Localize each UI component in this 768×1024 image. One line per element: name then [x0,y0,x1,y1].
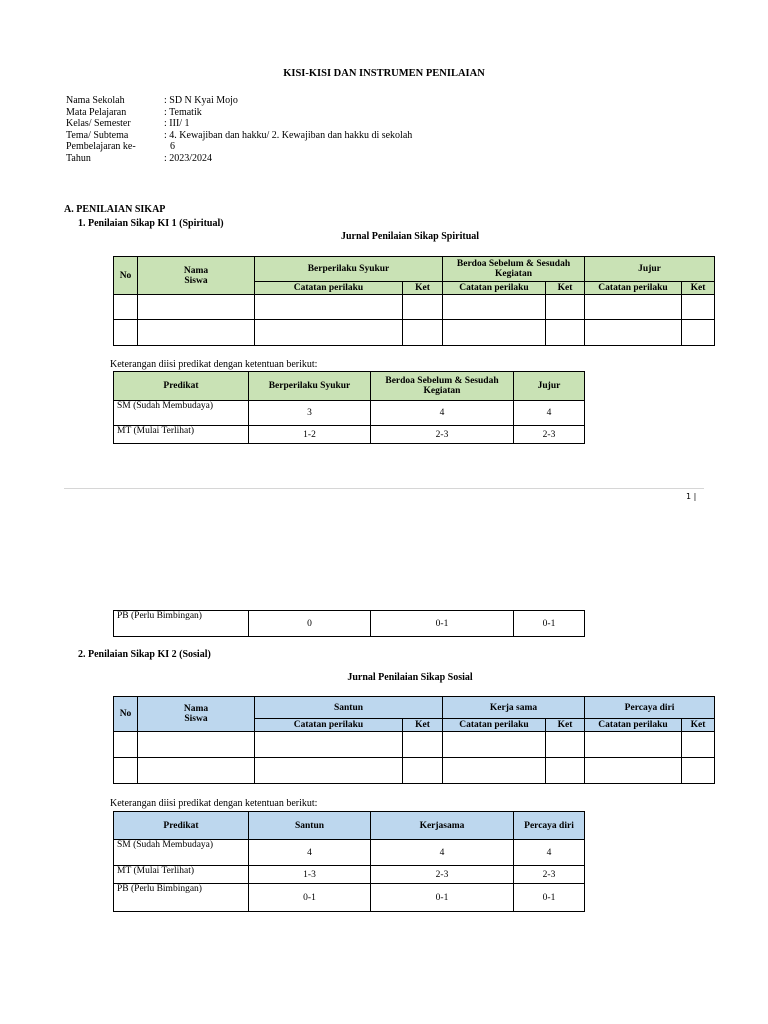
cell-value: 2-3 [514,866,585,884]
header-nama: Nama [183,704,209,714]
predikat-label: PB (Perlu Bimbingan) [114,611,249,637]
cell-value: 1-2 [249,426,371,444]
keterangan-text-2: Keterangan diisi predikat dengan ketentuan berikut: [110,798,318,809]
cell-value: 0-1 [514,611,585,637]
info-row [66,130,412,142]
cell[interactable] [546,758,585,784]
cell-value: 4 [371,401,514,426]
header-siswa: Siswa [184,714,208,724]
journal-spiritual-table [113,256,715,346]
info-label: Nama Sekolah [66,95,125,106]
header-catatan: Catatan perilaku [585,719,682,732]
cell[interactable] [255,320,403,346]
header-group: Berperilaku Syukur [255,257,443,282]
header-catatan: Catatan perilaku [585,282,682,295]
cell[interactable] [138,295,255,320]
info-value: : SD N Kyai Mojo [164,95,238,106]
header-ket: Ket [403,282,443,295]
info-row [66,141,412,153]
info-row [66,95,412,107]
cell[interactable] [546,320,585,346]
info-block [66,95,412,164]
header-group: Percaya diri [585,697,715,719]
table-row [114,758,715,784]
cell-value: 1-3 [249,866,371,884]
info-value: : 4. Kewajiban dan hakku/ 2. Kewajiban dan hakku di sekolah [164,129,413,141]
header-predikat: Predikat [114,812,249,840]
cell[interactable] [443,320,546,346]
cell[interactable] [403,758,443,784]
table-row [114,426,585,444]
header-group: Jujur [585,257,715,282]
table-row [114,295,715,320]
header-predikat: Predikat [114,372,249,401]
info-row [66,107,412,119]
cell-value: 2-3 [371,866,514,884]
info-label: Kelas/ Semester [66,118,131,129]
header-col: Berperilaku Syukur [249,372,371,401]
table-row [114,866,585,884]
cell[interactable] [255,732,403,758]
cell[interactable] [138,758,255,784]
predikat-label: SM (Sudah Membudaya) [114,840,249,866]
header-ket: Ket [682,719,715,732]
table-row [114,732,715,758]
cell[interactable] [114,732,138,758]
cell[interactable] [114,758,138,784]
subsection-1-heading: 1. Penilaian Sikap KI 1 (Spiritual) [78,218,224,229]
cell[interactable] [403,295,443,320]
header-col: Kerjasama [371,812,514,840]
cell-value: 3 [249,401,371,426]
header-nama-siswa [138,257,255,295]
document-title: KISI-KISI DAN INSTRUMEN PENILAIAN [283,68,485,79]
header-group: Kerja sama [443,697,585,719]
cell[interactable] [138,320,255,346]
cell-value: 0 [249,611,371,637]
cell[interactable] [585,295,682,320]
header-catatan: Catatan perilaku [443,719,546,732]
header-siswa: Siswa [184,275,208,286]
cell[interactable] [443,758,546,784]
header-nama: Nama [183,265,209,276]
cell[interactable] [403,732,443,758]
info-value: : Tematik [164,106,202,118]
header-catatan: Catatan perilaku [255,719,403,732]
cell[interactable] [682,295,715,320]
journal2-title: Jurnal Penilaian Sikap Sosial [347,672,473,683]
cell[interactable] [682,758,715,784]
section-a-heading: A. PENILAIAN SIKAP [64,204,166,215]
table-row [114,884,585,912]
cell[interactable] [546,295,585,320]
predikat-label: MT (Mulai Terlihat) [114,866,249,884]
info-value: : III/ 1 [164,118,190,129]
predikat-label: MT (Mulai Terlihat) [114,426,249,444]
keterangan-text: Keterangan diisi predikat dengan ketentuan berikut: [110,359,318,370]
journal1-title: Jurnal Penilaian Sikap Spiritual [340,231,480,242]
journal-sosial-table [113,696,715,784]
predikat-label: PB (Perlu Bimbingan) [114,884,249,912]
header-group: Berdoa Sebelum & Sesudah Kegiatan [443,257,585,282]
header-no: No [114,257,138,295]
cell-value: 4 [249,840,371,866]
cell[interactable] [585,320,682,346]
cell-value: 2-3 [371,426,514,444]
cell[interactable] [682,320,715,346]
table-row [114,611,585,637]
header-ket: Ket [546,719,585,732]
page-divider [64,488,704,489]
cell[interactable] [585,758,682,784]
cell-value: 4 [514,401,585,426]
header-catatan: Catatan perilaku [255,282,403,295]
cell[interactable] [585,732,682,758]
page-number: 1 | [686,492,697,501]
cell[interactable] [138,732,255,758]
cell-value: 2-3 [514,426,585,444]
cell[interactable] [255,295,403,320]
info-row [66,118,412,130]
cell[interactable] [114,295,138,320]
cell[interactable] [403,320,443,346]
header-group: Santun [255,697,443,719]
info-value: 6 [170,141,175,152]
cell[interactable] [255,758,403,784]
info-value: : 2023/2024 [164,152,213,164]
header-ket: Ket [682,282,715,295]
info-label: Pembelajaran ke- [66,141,136,152]
header-col: Jujur [514,372,585,401]
header-col: Berdoa Sebelum & Sesudah Kegiatan [371,372,514,401]
info-label: Tema/ Subtema [66,129,129,141]
table-row [114,401,585,426]
header-nama-siswa [138,697,255,732]
cell[interactable] [546,732,585,758]
cell-value: 0-1 [249,884,371,912]
table-row [114,320,715,346]
predikat-label: SM (Sudah Membudaya) [114,401,249,426]
cell[interactable] [114,320,138,346]
predikat-sosial-table [113,811,585,912]
cell-value: 0-1 [371,884,514,912]
header-col: Santun [249,812,371,840]
info-label: Mata Pelajaran [66,106,127,118]
cell[interactable] [682,732,715,758]
header-catatan: Catatan perilaku [443,282,546,295]
cell-value: 4 [371,840,514,866]
cell-value: 0-1 [514,884,585,912]
header-ket: Ket [546,282,585,295]
info-label: Tahun [66,152,91,164]
table-row [114,840,585,866]
cell-value: 4 [514,840,585,866]
cell-value: 0-1 [371,611,514,637]
header-ket: Ket [403,719,443,732]
predikat-spiritual-table [113,371,585,444]
header-col: Percaya diri [514,812,585,840]
predikat-spiritual-continued [113,610,585,637]
info-row [66,153,412,165]
subsection-2-heading: 2. Penilaian Sikap KI 2 (Sosial) [78,649,211,660]
cell[interactable] [443,732,546,758]
header-no: No [114,697,138,732]
cell[interactable] [443,295,546,320]
